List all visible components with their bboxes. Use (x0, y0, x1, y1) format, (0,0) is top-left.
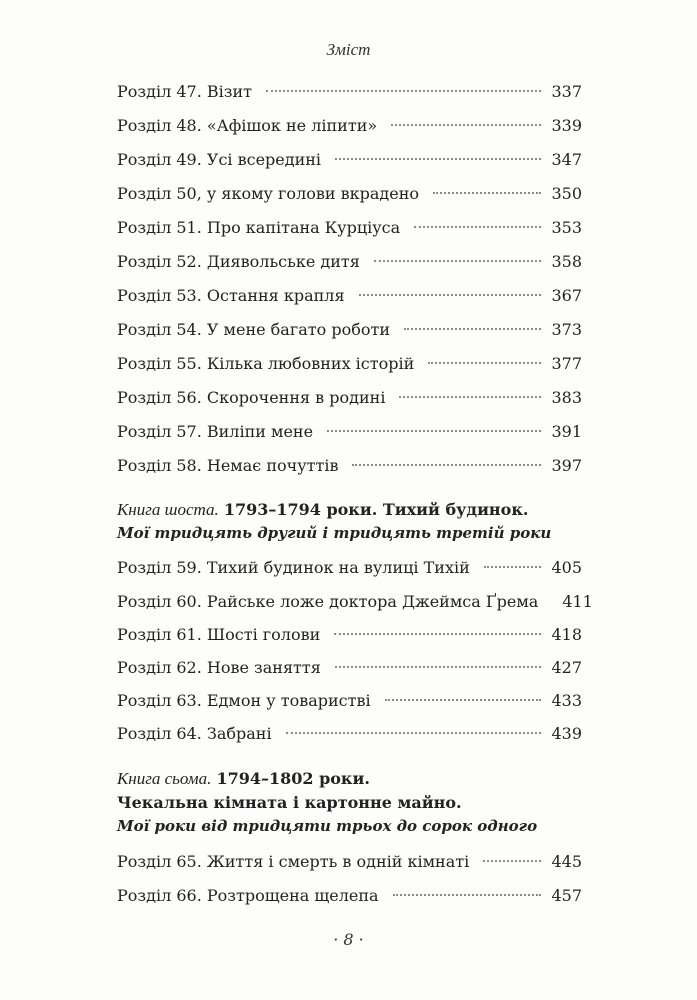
toc-entry-label: Розділ 49. Усі всередині (117, 150, 322, 169)
toc-entry[interactable] (117, 454, 582, 478)
book-title: 1794–1802 роки. (216, 769, 370, 788)
toc-entry-label: Розділ 60. Райське ложе доктора Джеймса Ґрема (117, 592, 539, 611)
book-heading-line2 (117, 792, 462, 814)
toc-entry-page: 350 (551, 184, 582, 203)
toc-entry-page: 457 (551, 886, 582, 905)
book-title: 1793–1794 роки. Тихий будинок. (223, 500, 529, 519)
toc-entry-page: 373 (551, 320, 582, 339)
toc-entry-page: 405 (551, 558, 582, 577)
toc-entry[interactable] (117, 623, 582, 647)
toc-entry-page: 339 (551, 116, 582, 135)
dot-leader (428, 361, 541, 364)
toc-entry-label: Розділ 48. «Афішок не ліпити» (117, 116, 378, 135)
dot-leader (374, 259, 542, 262)
dot-leader (359, 293, 542, 296)
toc-entry-label: Розділ 50, у якому голови вкрадено (117, 184, 420, 203)
toc-entry-label: Розділ 54. У мене багато роботи (117, 320, 390, 339)
toc-entry[interactable] (117, 656, 582, 680)
toc-entry[interactable] (117, 352, 582, 376)
toc-entry[interactable] (117, 590, 593, 614)
toc-entry-page: 353 (551, 218, 582, 237)
dot-leader (433, 191, 541, 194)
toc-entry-label: Розділ 57. Виліпи мене (117, 422, 314, 441)
toc-entry-page: 411 (562, 592, 593, 611)
dot-leader (391, 123, 541, 126)
toc-entry-label: Розділ 62. Нове заняття (117, 658, 321, 677)
toc-entry-page: 337 (551, 82, 582, 101)
dot-leader (483, 859, 541, 862)
toc-entry[interactable] (117, 884, 582, 908)
toc-entry[interactable] (117, 80, 582, 104)
toc-entry[interactable] (117, 420, 582, 444)
dot-leader (484, 565, 542, 568)
dot-leader (399, 395, 541, 398)
toc-entry[interactable] (117, 114, 582, 138)
dot-leader (404, 327, 541, 330)
toc-entry-page: 427 (551, 658, 582, 677)
toc-entry[interactable] (117, 318, 582, 342)
dot-leader (334, 632, 541, 635)
toc-entry-page: 433 (551, 691, 582, 710)
book-heading (117, 768, 370, 790)
toc-entry[interactable] (117, 850, 582, 874)
toc-entry-label: Розділ 51. Про капітана Курціуса (117, 218, 401, 237)
toc-entry-label: Розділ 59. Тихий будинок на вулиці Тихій (117, 558, 470, 577)
toc-entry-page: 347 (551, 150, 582, 169)
dot-leader (335, 665, 542, 668)
toc-entry-label: Розділ 64. Забрані (117, 724, 272, 743)
toc-entry-page: 377 (551, 354, 582, 373)
toc-entry-label: Розділ 56. Скорочення в родині (117, 388, 386, 407)
toc-entry[interactable] (117, 182, 582, 206)
toc-entry-page: 383 (551, 388, 582, 407)
dot-leader (327, 429, 541, 432)
toc-entry-page: 418 (551, 625, 582, 644)
toc-entry-page: 445 (551, 852, 582, 871)
toc-entry[interactable] (117, 148, 582, 172)
toc-entry-page: 439 (551, 724, 582, 743)
dot-leader (266, 89, 541, 92)
dot-leader (352, 463, 541, 466)
toc-entry-page: 391 (551, 422, 582, 441)
toc-entry-label: Розділ 66. Розтрощена щелепа (117, 886, 379, 905)
toc-entry-page: 367 (551, 286, 582, 305)
toc-entry-label: Розділ 63. Едмон у товаристві (117, 691, 371, 710)
toc-entry[interactable] (117, 556, 582, 580)
book-title-2: Чекальна кімната і картонне майно. (117, 793, 462, 812)
page-header: Зміст (326, 40, 371, 59)
book-subtitle: Мої тридцять другий і тридцять третій роки (117, 524, 552, 542)
toc-entry-label: Розділ 61. Шості голови (117, 625, 321, 644)
toc-entry[interactable] (117, 386, 582, 410)
toc-entry-label: Розділ 53. Остання крапля (117, 286, 345, 305)
page-number: · 8 · (333, 930, 364, 949)
book-heading (117, 499, 528, 521)
book-prefix: Книга шоста. (117, 500, 219, 519)
toc-entry-label: Розділ 58. Немає почуттів (117, 456, 339, 475)
toc-entry-page: 397 (551, 456, 582, 475)
book-subtitle: Мої роки від тридцяти трьох до сорок одного (117, 817, 538, 835)
toc-entry-label: Розділ 55. Кілька любовних історій (117, 354, 415, 373)
dot-leader (393, 893, 542, 896)
dot-leader (385, 698, 542, 701)
book-prefix: Книга сьома. (117, 769, 212, 788)
dot-leader (335, 157, 541, 160)
toc-entry-label: Розділ 47. Візит (117, 82, 252, 101)
dot-leader (414, 225, 541, 228)
toc-entry[interactable] (117, 722, 582, 746)
toc-entry-page: 358 (551, 252, 582, 271)
toc-entry-label: Розділ 65. Життя і смерть в одній кімнаті (117, 852, 470, 871)
toc-entry[interactable] (117, 689, 582, 713)
toc-entry[interactable] (117, 250, 582, 274)
toc-entry-label: Розділ 52. Диявольське дитя (117, 252, 360, 271)
toc-entry[interactable] (117, 284, 582, 308)
dot-leader (286, 731, 542, 734)
toc-entry[interactable] (117, 216, 582, 240)
